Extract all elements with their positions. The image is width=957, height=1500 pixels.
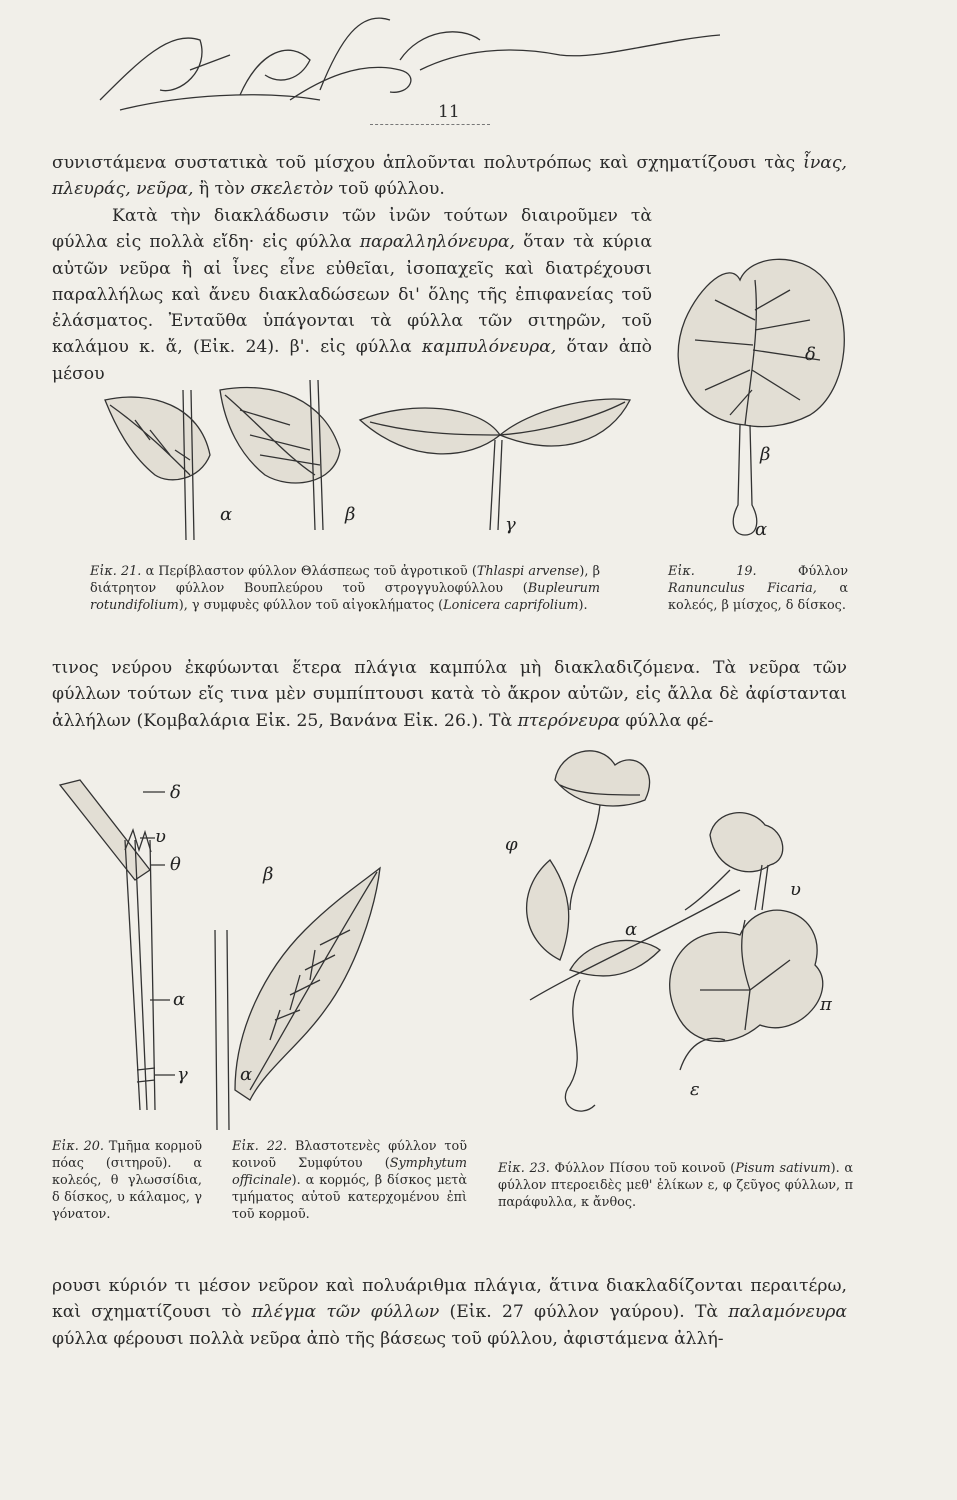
paragraph-4: ρουσι κύριόν τι μέσον νεῦρον καὶ πολυάριθμα πλάγια, ἅτινα διακλαδίζονται περαιτέρω, καὶ σχηματίζουσι τὸ πλέγμα τῶν φύλλων (Εἰκ. 27 φύλλον γαύρου). Τὰ παλαμόνευρα φύλλα φέρουσι πολλὰ νεῦρα ἀπὸ τῆς βάσεως τοῦ φύλλου, ἀφιστάμενα ἀλλή- (52, 1276, 848, 1349)
paragraph-2: Κατὰ τὴν διακλάδωσιν τῶν ἰνῶν τούτων διαιροῦμεν τὰ φύλλα εἰς πολλὰ εἴδη· εἰς φύλλα παραλληλόνευρα, ὅταν τὰ κύρια αὐτῶν νεῦρα ἢ αἱ ἶνες εἶνε εὐθεῖαι, ἰσοπαχεῖς καὶ διατρέχουσι παραλλήλως καὶ ἄνευ διακλαδώσεων δι' ὅλης τῆς ἐπιφανείας τοῦ ἐλάσματος. Ἐνταῦθα ὑπάγονται τὰ φύλλα τῶν σιτηρῶν, τοῦ καλάμου κ. ἄ, (Εἰκ. 24). β'. εἰς φύλλα καμπυλόνευρα, ὅταν ἀπὸ μέσου (52, 206, 652, 384)
figure-19-ranunculus-leaf (660, 250, 860, 560)
caption-fig23: Εἰκ. 23. Φύλλον Πίσου τοῦ κοινοῦ (Pisum sativum). α φύλλον πτεροειδὲς μεθ' ἑλίκων ε, φ ζεῦγος φύλλων, π παράφυλλα, κ ἄνθος. (498, 1161, 853, 1210)
figure-22-symphytum (205, 860, 385, 1140)
fig20-label-upsilon: υ (155, 826, 166, 847)
handwritten-signature (60, 0, 780, 120)
figure-21-leaves (90, 380, 610, 540)
fig22-label-alpha: α (240, 1064, 253, 1085)
fig20-label-gamma: γ (177, 1064, 188, 1085)
caption-fig22: Εἰκ. 22. Βλαστοτενὲς φύλλον τοῦ κοινοῦ Συμφύτου (Symphytum officinale). α κορμός, β δίσκος μετὰ τμήματος αὐτοῦ κατερχομένου ἐπὶ τοῦ κορμοῦ. (232, 1139, 467, 1222)
fig19-label-delta: δ (805, 344, 816, 365)
page-number: 11 (438, 102, 460, 122)
fig20-label-alpha: α (173, 989, 186, 1010)
paragraph-3: τινος νεύρου ἐκφύωνται ἕτερα πλάγια καμπύλα μὴ διακλαδιζόμενα. Τὰ νεῦρα τῶν φύλλων τούτων εἴς τινα μὲν συμπίπτουσι κατὰ τὸ ἄκρον αὐτῶν, εἰς ἄλλα δὲ ἀφίστανται ἀλλήλων (Κομβαλάρια Εἰκ. 25, Βανάνα Εἰκ. 26.). Τὰ πτερόνευρα φύλλα φέ- (52, 658, 847, 731)
fig23-label-pi: π (820, 994, 832, 1015)
caption-fig21: Εἰκ. 21. α Περίβλαστον φύλλον Θλάσπεως τοῦ ἀγροτικοῦ (Thlaspi arvense), β διάτρητον φύλλον Βουπλεύρου τοῦ στρογγυλοφύλλου (Bupleurum rotundifolium), γ συμφυὲς φύλλον τοῦ αἰγοκλήματος (Lonicera caprifolium). (90, 564, 600, 613)
fig22-label-beta: β (263, 864, 274, 885)
page-number-rule (370, 124, 490, 127)
fig19-label-beta: β (760, 444, 771, 465)
figure-23-pisum (500, 740, 860, 1130)
fig23-label-alpha: α (625, 919, 638, 940)
paragraph-1: συνιστάμενα συστατικὰ τοῦ μίσχου ἁπλοῦνται πολυτρόπως καὶ σχηματίζουσι τὰς ἶνας, πλευράς, νεῦρα, ἢ τὸν σκελετὸν τοῦ φύλλου. (52, 153, 847, 200)
fig20-label-theta: θ (170, 854, 181, 875)
caption-fig19: Εἰκ. 19. Φύλλον Ranunculus Ficaria, α κολεός, β μίσχος, δ δίσκος. (668, 564, 848, 613)
fig23-label-upsilon: υ (790, 879, 801, 900)
fig23-label-phi: φ (505, 834, 518, 855)
fig19-label-alpha: α (755, 519, 768, 540)
fig20-label-delta: δ (170, 782, 181, 803)
caption-fig20: Εἰκ. 20. Τμῆμα κορμοῦ πόας (σιτηροῦ). α κολεός, θ γλωσσίδια, δ δίσκος, υ κάλαμος, γ γόνατον. (52, 1139, 202, 1222)
figure-20-grass-stem (55, 770, 205, 1130)
fig21-label-gamma: γ (505, 514, 516, 535)
fig23-label-epsilon: ε (690, 1079, 700, 1100)
fig21-label-alpha: α (220, 504, 233, 525)
fig21-label-beta: β (345, 504, 356, 525)
